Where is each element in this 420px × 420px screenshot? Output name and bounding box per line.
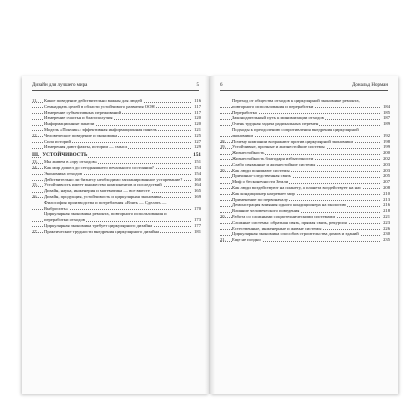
toc-entry-title: Практические трудности внедрения циркулярного дизайна <box>44 228 160 234</box>
toc-entry-title: Очень трудная задача радикальных перемен <box>232 121 319 127</box>
toc-entry-title: Дизайн, продукция, устойчивость и циркулярная экономика <box>44 193 162 199</box>
toc-entry-page: 208 <box>383 184 390 190</box>
toc-entry-title: Как кондиционер нагревает мир <box>232 190 295 196</box>
toc-entry-page: 203 <box>383 161 390 167</box>
toc-entry-title: Сила историй <box>44 138 71 144</box>
toc-entry-page: 185 <box>383 109 390 115</box>
toc-entry-page: 154 <box>194 164 201 170</box>
toc-entry-page: 199 <box>383 144 390 150</box>
toc-entry-page: 200 <box>383 150 390 156</box>
left-header-title: Дизайн для лучшего мира <box>32 83 88 88</box>
toc-entry-title: Измерение счастья и благополучия <box>44 115 113 121</box>
toc-entry-title: Информационные панели <box>44 121 95 127</box>
left-page <box>22 76 209 394</box>
toc-entry-number: 20. <box>220 213 226 219</box>
left-header-page-number: 5 <box>196 83 199 88</box>
toc-entry-title: Человеческое поведение и экономика <box>44 132 118 138</box>
toc-entry-page: 116 <box>194 98 201 103</box>
toc-entry-number: 21. <box>220 237 226 243</box>
toc-entry-number: 20. <box>220 167 226 173</box>
toc-entry-title: Устойчивость имеет множество компонентов и последствий <box>44 182 162 188</box>
toc-entry-page: 205 <box>383 173 390 179</box>
toc-entry-title: Действительно ли бизнесу необходимо запланированное устаревание? <box>44 176 183 182</box>
toc-entry-title: Циркулярная экономика требует циркулярного дизайна <box>44 222 153 228</box>
toc-entry-title: Как люди воздействуют на планету, а планета воздействует на нас <box>232 184 362 190</box>
toc-entry-page: 210 <box>383 190 390 196</box>
toc-entry-title: Семнадцать целей в области устойчивого развития ООН <box>44 103 155 109</box>
toc-entry-number: 11. <box>32 98 38 103</box>
right-running-header <box>220 82 388 91</box>
toc-entry-page: 169 <box>194 193 201 199</box>
toc-entry-page: 189 <box>383 121 390 127</box>
toc-entry-page: 192 <box>383 132 390 138</box>
toc-entry-page: 202 <box>383 155 390 161</box>
toc-entry-page: 235 <box>383 237 390 243</box>
toc-entry-page: 207 <box>383 179 390 185</box>
right-page <box>210 76 398 394</box>
toc-entry-title: Миф о бесконечности Земли <box>232 179 289 185</box>
toc-entry-page: 223 <box>383 219 390 225</box>
right-header-title: Дональд Норман <box>352 83 388 88</box>
right-table-of-contents <box>220 98 390 243</box>
toc-entry-page: 165 <box>194 188 201 194</box>
toc-entry-page: 230 <box>383 231 390 237</box>
toc-entry-title: Дизайн, наука, инженерия и математика — все вместе <box>44 188 150 194</box>
toc-entry-title: Переход от общества отходов к циркулярной экономике ремонта, повторного использования и переработки <box>232 98 360 109</box>
left-running-header <box>32 82 199 91</box>
toc-entry-page: 170 <box>194 205 201 211</box>
toc-entry-page: 221 <box>383 213 390 219</box>
toc-entry <box>220 237 390 243</box>
toc-entry-page: 127 <box>194 138 201 144</box>
toc-entry-title: Работа со сложными социотехническими системами <box>232 213 335 219</box>
left-table-of-contents <box>32 98 201 235</box>
toc-entry-page: 181 <box>194 228 201 234</box>
toc-entry-page: 120 <box>194 115 201 121</box>
toc-entry-page: 151 <box>193 152 201 159</box>
toc-entry-page: 151 <box>194 159 201 165</box>
toc-entry-page: 125 <box>194 132 201 138</box>
toc-entry <box>32 229 201 235</box>
toc-entry-page: 164 <box>194 182 201 188</box>
toc-entry-page: 173 <box>194 217 201 223</box>
toc-entry-page: 184 <box>383 103 390 109</box>
toc-entry-page: 218 <box>383 208 390 214</box>
toc-entry <box>220 98 390 110</box>
toc-entry-number: 13. <box>32 159 38 165</box>
toc-entry <box>32 200 201 212</box>
toc-entry-title: Мы живем в «эру отходов» <box>44 159 98 165</box>
right-header-page-number: 6 <box>220 83 223 88</box>
toc-entry-title: Демонстрация влияния одного кондиционера на экологию <box>232 202 347 208</box>
toc-entry-title: Законодательный путь к минимизации отходов <box>232 115 324 121</box>
toc-entry-title: Циркулярная экономика способов строительства домов и зданий <box>232 231 359 237</box>
toc-entry-page: 121 <box>194 126 201 132</box>
toc-entry-page: 117 <box>194 103 201 109</box>
toc-entry-title: Сложные системы: обратная связь, прямая связь, рекурсия <box>232 219 347 225</box>
toc-entry-page: 216 <box>383 202 390 208</box>
toc-entry-title: Какое поведение действительно важны для людей <box>44 98 143 103</box>
toc-entry-title: Влияние человеческого поведения <box>232 208 300 214</box>
toc-entry-title: Переработка <box>232 109 257 115</box>
toc-entry-title: Измерения дают факты, истории — смысл <box>44 144 128 150</box>
toc-entry-title: Как люди понимают системы <box>232 167 290 173</box>
toc-entry-page: 198 <box>383 138 390 144</box>
toc-entry-page: 203 <box>383 167 390 173</box>
toc-entry-page: 120 <box>194 121 201 127</box>
toc-entry-page: 129 <box>194 144 201 150</box>
toc-entry-title: Естественные, инженерные и живые системы <box>232 225 322 231</box>
toc-entry-page: 213 <box>383 196 390 202</box>
toc-entry-number: 16. <box>32 193 38 199</box>
toc-entry-title: Устойчивые, прочные и жизнестойкие системы <box>232 144 325 150</box>
toc-entry-page: 117 <box>194 109 201 115</box>
toc-entry-title: Циркулярная экономика ремонта, повторного использования и переработки отходов <box>44 211 167 223</box>
toc-entry-page: 177 <box>194 222 201 228</box>
toc-entry-title: Экономика отходов <box>44 170 83 176</box>
toc-entry-page: 226 <box>383 225 390 231</box>
toc-entry-title: Философия производства и потребления «Взять — Сделать — Выбросить» <box>44 199 167 211</box>
toc-entry-page: 160 <box>194 176 201 182</box>
toc-entry-title: Жизнестойкость благодаря избыточности <box>232 155 314 161</box>
toc-entry-number: 14. <box>32 164 38 170</box>
toc-entry-title: Измерение субъективных переживаний <box>44 109 122 115</box>
toc-entry-number: 15. <box>32 182 38 188</box>
toc-entry <box>220 127 390 139</box>
toc-entry-title: Причинно-следственная связь <box>232 173 291 179</box>
toc-entry-page: 187 <box>383 115 390 121</box>
toc-entry-number: III. <box>32 152 40 159</box>
toc-entry-title: Как мир дошел до сегодняшнего печального состояния? <box>44 164 154 170</box>
toc-entry-title: Жизнестойкость <box>232 150 265 156</box>
toc-entry-page: 154 <box>194 170 201 176</box>
toc-entry-number: 19. <box>220 144 226 150</box>
toc-entry-title: Почему компании возражают против циркулярной экономики <box>232 138 353 144</box>
toc-entry-number: 17. <box>32 228 38 234</box>
toc-entry-title: Еще не поздно <box>232 237 261 243</box>
toc-entry-title: Подходы к преодолению сопротивления внедрения циркулярной экономики <box>232 126 359 138</box>
toc-entry-title: Слабо связанные и жизнестойкие системы <box>232 161 316 167</box>
toc-entry-number: 18. <box>220 138 226 144</box>
toc-entry <box>32 211 201 223</box>
toc-entry <box>32 144 201 150</box>
book-gutter <box>205 76 215 394</box>
toc-entry-title: УСТОЙЧИВОСТЬ <box>42 152 88 159</box>
toc-entry-title: Применение по первоначалу <box>232 196 289 202</box>
toc-entry-number: 12. <box>32 132 38 138</box>
toc-entry-title: Модель «Пончик»: эффективная информационная панель <box>44 126 157 132</box>
